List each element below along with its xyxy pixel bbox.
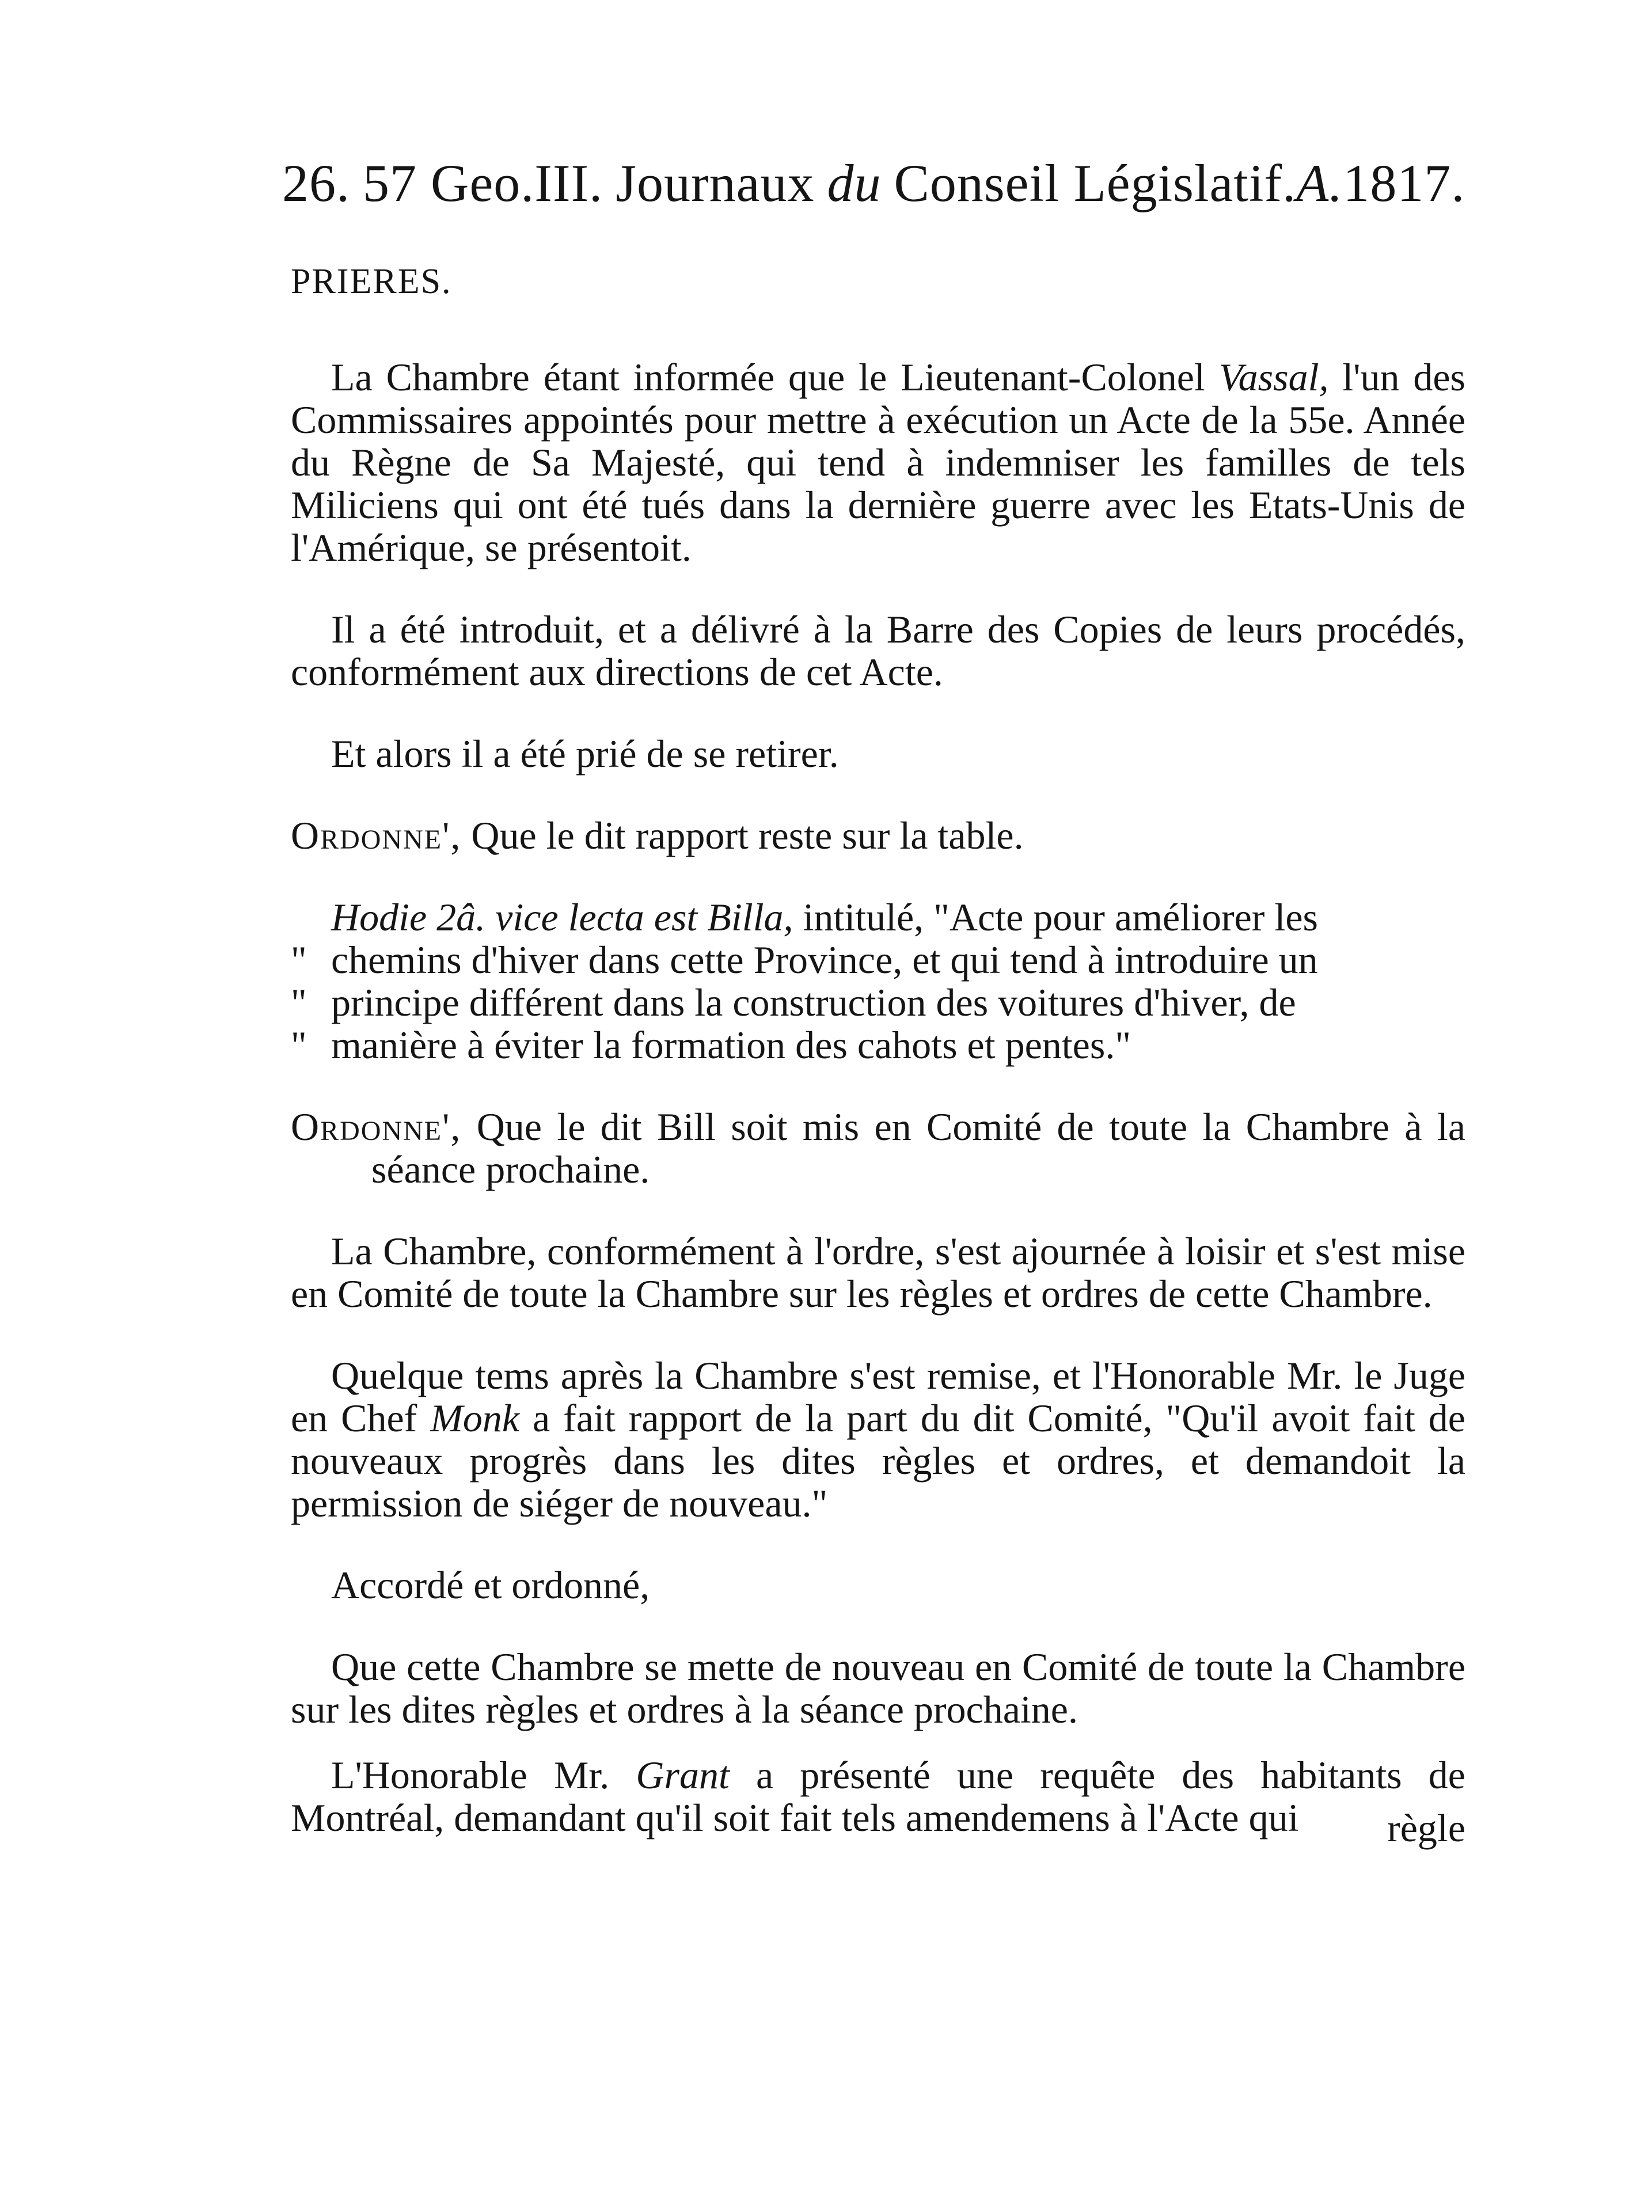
bill-title-intro: intitulé, "Acte pour améliorer les: [793, 895, 1318, 939]
journal-body: [291, 253, 1465, 1878]
latin-formula: Hodie 2â. vice lecta est Billa,: [331, 895, 793, 939]
running-header: [282, 149, 1503, 218]
bill-title-quote: [291, 938, 1465, 1066]
person-name: Grant: [636, 1753, 730, 1797]
quote-line: [291, 938, 1465, 982]
quote-line-text: principe différent dans la construction des voitures d'hiver, de: [331, 980, 1296, 1024]
quote-line-text: chemins d'hiver dans cette Province, et qui tend à introduire un: [331, 938, 1318, 982]
paragraph-text: La Chambre étant informée que le Lieutenant-Colonel: [331, 355, 1219, 399]
regnal-year: 57 Geo.III.: [363, 154, 603, 212]
order-text: Que le dit Bill soit mis en Comité de toute la Chambre à la séance prochaine.: [371, 1105, 1465, 1191]
paragraph-text: l'un des Commissaires appointés pour mettre à exécution un Acte de la 55e. Année du Règne de Sa Majesté, qui tend à indemniser les familles de tels Miliciens qui ont été tués dans la dernière guerre avec les Etats-Unis de l'Amérique, se présentoit.: [291, 355, 1465, 569]
person-name: Monk: [430, 1396, 520, 1440]
page-number: 26.: [282, 154, 350, 212]
header-year: 1817.: [1343, 154, 1465, 212]
quote-line-text: manière à éviter la formation des cahots et pentes.": [331, 1023, 1131, 1067]
paragraph-text: Quelque tems après la Chambre s'est remise, et l'Honorable Mr. le Juge en Chef: [291, 1354, 1465, 1440]
order-label: Ordonne',: [291, 1105, 462, 1149]
quote-mark: ": [291, 980, 307, 1024]
order-label: Ordonne',: [291, 814, 462, 857]
council-title: Conseil Législatif.: [894, 154, 1297, 212]
quote-line: [291, 1023, 1465, 1067]
paragraph-next-sitting: Que cette Chambre se mette de nouveau en Comité de toute la Chambre sur les dites règles et ordres à la séance prochaine.: [291, 1645, 1465, 1731]
paragraph-granted: Accordé et ordonné,: [331, 1563, 650, 1607]
order-text: Que le dit rapport reste sur la table.: [461, 814, 1024, 857]
paragraph-committee-rules: La Chambre, conformément à l'ordre, s'est ajournée à loisir et s'est mise en Comité de toute la Chambre sur les règles et ordres de cette Chambre.: [291, 1229, 1465, 1316]
quote-mark: ": [291, 1023, 307, 1067]
journal-title-du: du: [827, 154, 882, 212]
paragraph-introduced: Il a été introduit, et a délivré à la Barre des Copies de leurs procédés, conformément aux directions de cet Acte.: [291, 607, 1465, 694]
order-report-table: [291, 814, 1465, 857]
paragraph-text: a fait rapport de la part du dit Comité, "Qu'il avoit fait de nouveaux progrès dans les dites règles et ordres, et demandoit la permission de siéger de nouveau.": [291, 1396, 1465, 1525]
paragraph-text: L'Honorable Mr.: [331, 1753, 636, 1797]
paragraph-monk-report: [291, 1354, 1465, 1525]
paragraph-vassal-informed: [291, 356, 1465, 569]
journal-title: Journaux: [616, 154, 815, 212]
quote-line: [291, 980, 1465, 1024]
paragraph-grant-petition: [291, 1754, 1465, 1839]
person-name: Vassal,: [1218, 355, 1329, 399]
order-bill-committee: [291, 1105, 1465, 1191]
paragraph-bill-reading: [291, 896, 1465, 938]
anno-label: A.: [1296, 154, 1343, 212]
catchword: règle: [1387, 1806, 1465, 1850]
quote-mark: ": [291, 938, 307, 982]
section-heading: PRIERES.: [291, 262, 452, 301]
paragraph-text: a présenté une requête des habitants de Montréal, demandant qu'il soit fait tels amendemens à l'Acte qui: [291, 1753, 1465, 1839]
paragraph-withdraw: Et alors il a été prié de se retirer.: [331, 732, 839, 776]
